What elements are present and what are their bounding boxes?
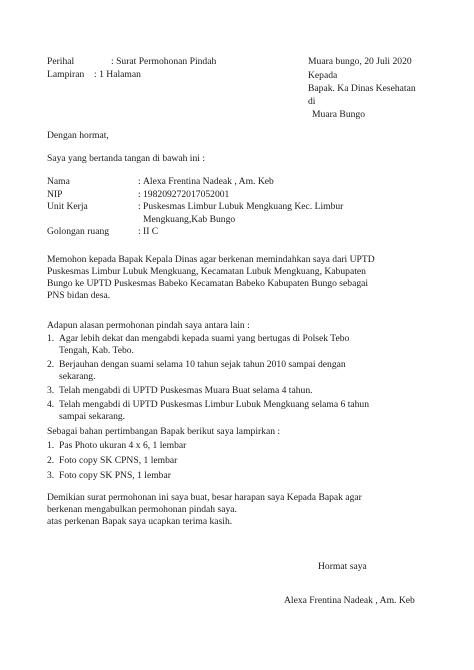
letter-meta: [47, 56, 267, 81]
recipient-title: Bapak. Ka Dinas Kesehatan: [308, 82, 416, 94]
attachments-intro: Sebagai bahan pertimbangan Bapak berikut saya lampirkan :: [47, 426, 281, 437]
paragraph-line: berkenan mengabulkan permohonan pindah saya.: [47, 503, 237, 515]
list-item: [47, 385, 437, 397]
intro-text: Saya yang bertanda tangan di bawah ini :: [47, 153, 205, 164]
list-line: Agar lebih dekat dan mengabdi kepada suami yang bertugas di Polsek Tebo: [59, 333, 350, 344]
identity-value: Alexa Frentina Nadeak , Am. Keb: [143, 176, 274, 187]
reasons-intro: Adapun alasan permohonan pindah saya antara lain :: [47, 320, 250, 331]
identity-colon: :: [138, 176, 141, 187]
list-item: [47, 470, 437, 482]
paragraph-line: Puskesmas Limbur Lubuk Mengkuang, Kecamatan Lubuk Mengkuang, Kabupaten: [47, 265, 366, 277]
identity-value: II C: [143, 226, 159, 238]
list-item: [47, 440, 437, 452]
list-line: Pas Photo ukuran 4 x 6, 1 lembar: [59, 440, 187, 451]
recipient-city: Muara Bungo: [312, 108, 366, 120]
identity-row-unit: [47, 201, 437, 214]
identity-row-unit-cont: [47, 214, 437, 227]
identity-colon: :: [138, 188, 141, 200]
recipient-di: di: [308, 95, 316, 107]
perihal-value: : Surat Permohonan Pindah: [111, 56, 217, 67]
list-line: sekarang.: [59, 370, 96, 382]
identity-label: Nama: [47, 176, 70, 187]
identity-value: 198209272017052001: [143, 188, 230, 200]
paragraph-line: Demikian surat permohonan ini saya buat, besar harapan saya Kepada Bapak agar: [47, 492, 362, 503]
request-paragraph: [47, 254, 437, 302]
recipient-kepada: Kepada: [308, 69, 338, 81]
identity-colon: :: [138, 201, 141, 213]
paragraph-line: PNS bidan desa.: [47, 289, 111, 301]
identity-label: Golongan ruang: [47, 226, 110, 238]
list-line: Telah mengabdi di UPTD Puskesmas Muara Buat selama 4 tahun.: [59, 384, 313, 396]
list-number: 4.: [47, 398, 55, 410]
identity-value-cont: Mengkuang,Kab Bungo: [143, 213, 236, 225]
list-item: [47, 359, 437, 383]
list-number: 1.: [47, 333, 55, 344]
reasons-list: [47, 333, 437, 423]
list-number: 3.: [47, 384, 55, 396]
paragraph-line: Bungo ke UPTD Puskesmas Babeko Kecamatan Babeko Kabupaten Bungo sebagai: [47, 277, 369, 289]
paragraph-line: Memohon kepada Bapak Kepala Dinas agar berkenan memindahkan saya dari UPTD: [47, 254, 375, 265]
list-number: 2.: [47, 358, 55, 370]
attachments-list: [47, 440, 437, 482]
list-item: [47, 455, 437, 467]
list-line: Telah mengabdi di UPTD Puskesmas Limbur Lubuk Mengkuang selama 6 tahun: [59, 398, 370, 410]
lampiran-label: Lampiran: [47, 68, 85, 80]
identity-colon: :: [138, 226, 141, 238]
list-number: 2.: [47, 454, 55, 466]
perihal-label: Perihal: [47, 56, 75, 67]
list-line: Tengah, Kab. Tebo.: [59, 344, 134, 356]
list-item: [47, 399, 437, 423]
closing-paragraph: [47, 492, 437, 528]
paragraph-line: atas perkenan Bapak saya ucapkan terima kasih.: [47, 515, 233, 527]
list-line: sampai sekarang.: [59, 410, 126, 422]
identity-label: Unit Kerja: [47, 201, 88, 213]
lampiran-row: [47, 69, 267, 82]
identity-row-golongan: [47, 226, 437, 239]
list-line: Berjauhan dengan suami selama 10 tahun sejak tahun 2010 sampai dengan: [59, 358, 346, 370]
identity-row-nama: [47, 176, 437, 189]
lampiran-value: : 1 Halaman: [94, 68, 141, 80]
list-line: Foto copy SK CPNS, 1 lembar: [59, 454, 178, 466]
list-number: 1.: [47, 440, 55, 451]
identity-row-nip: [47, 189, 437, 202]
identity-value: Puskesmas Limbur Lubuk Mengkuang Kec. Limbur: [143, 201, 344, 213]
place-date: Muara bungo, 20 Juli 2020: [308, 56, 412, 67]
list-number: 3.: [47, 469, 55, 481]
signoff: Hormat saya: [318, 561, 367, 572]
list-line: Foto copy SK PNS, 1 lembar: [59, 469, 171, 481]
identity-block: [47, 176, 437, 239]
greeting: Dengan hormat,: [47, 130, 109, 141]
identity-label: NIP: [47, 188, 63, 200]
perihal-row: [47, 56, 267, 69]
signature-name: Alexa Frentina Nadeak , Am. Keb: [284, 595, 415, 606]
list-item: [47, 333, 437, 357]
